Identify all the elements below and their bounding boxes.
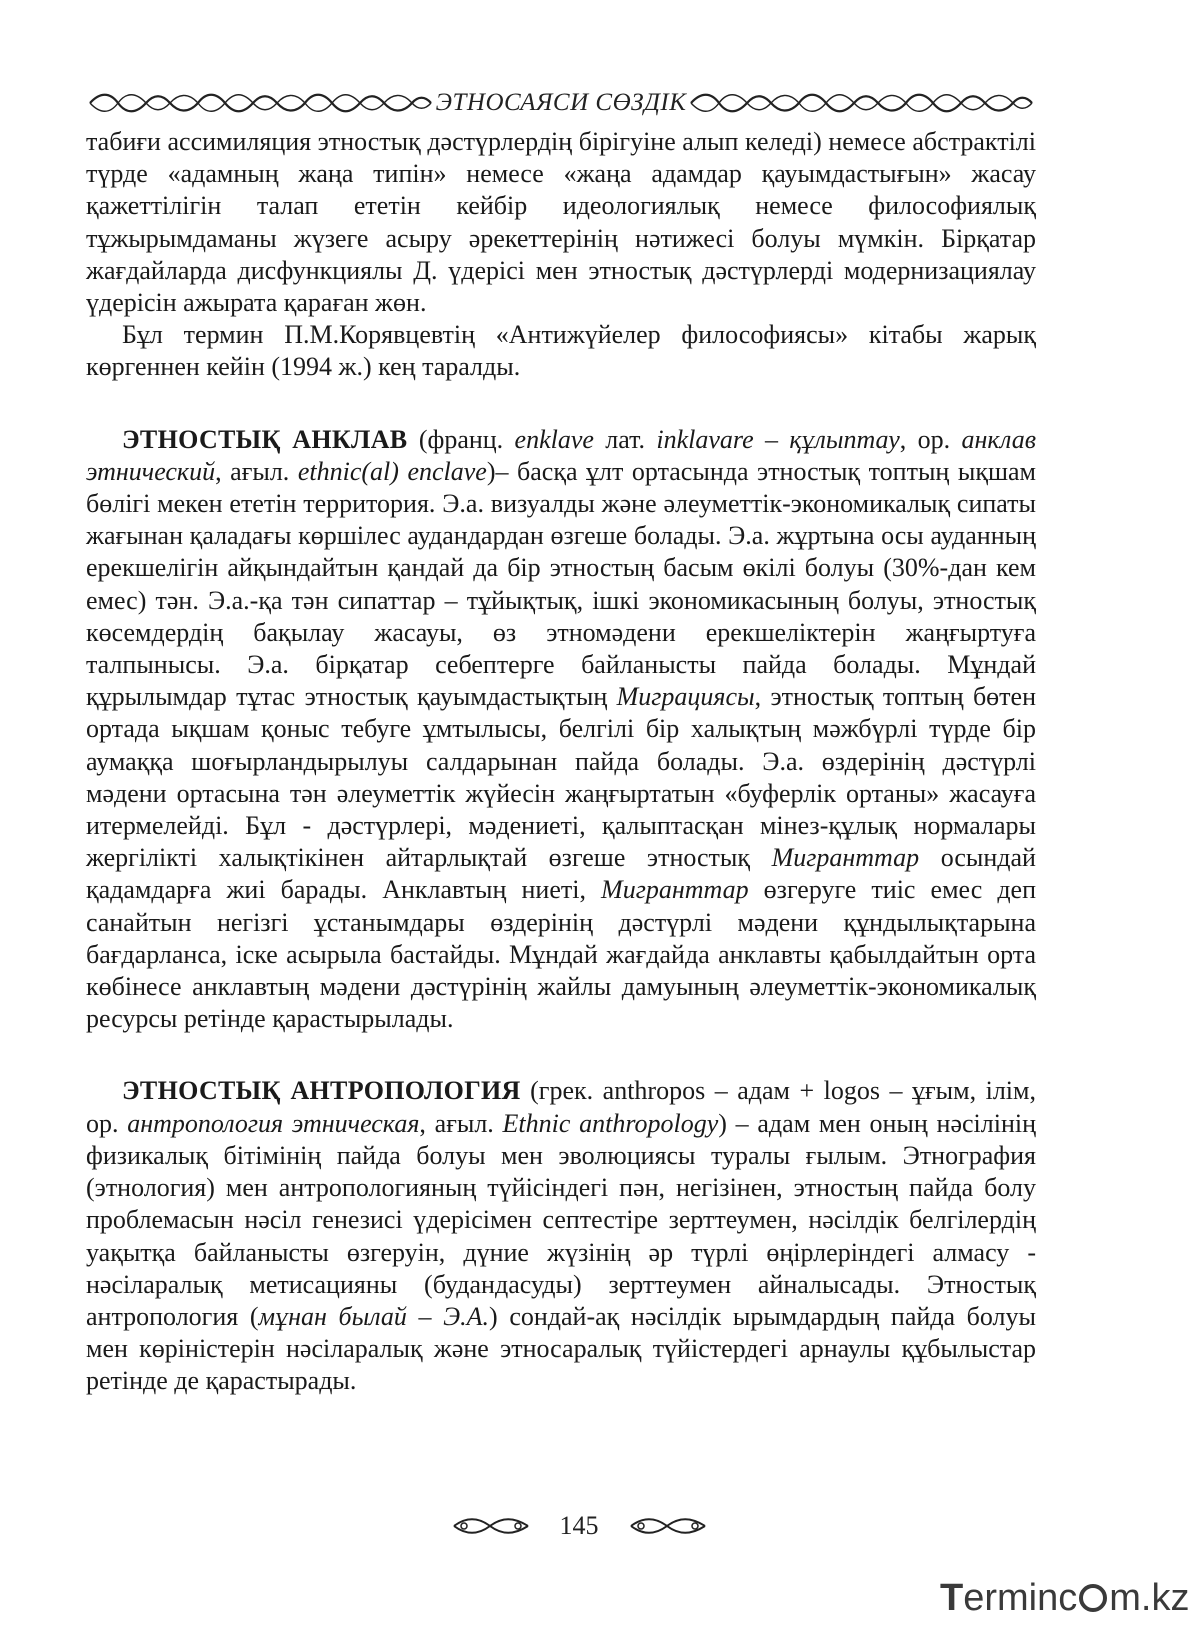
entry-separator bbox=[86, 1035, 1036, 1075]
entry-text: ) – адам мен оның нәсілінің физикалық бітімінің пайда болуы мен эволюциясы туралы ғылым. Этнография (этнология) мен антропологияның түйісіндегі пән, негізінен, этностың пайда болу проблемасын нәсіл генезисі үдерісімен септестіре зерттеумен, нәсілдік белгілердің уақытқа байланысты өзгеруін, дүние жүзінің әр түрлі өңірлеріндегі алмасу - нәсіларалық метисацияны (будандасуды) зерттеумен айналысады. Этностық антропология ( bbox=[86, 1108, 1037, 1331]
entry-italic: антропология этническая bbox=[127, 1108, 420, 1138]
entry-ethnic-anthropology bbox=[86, 1075, 1036, 1397]
entry-italic: ethnic(al) enclave bbox=[297, 456, 487, 486]
right-swirl-ornament bbox=[629, 1515, 707, 1537]
entry-italic: мұнан былай – Э.А. bbox=[258, 1301, 490, 1331]
entry-italic: Мигранттар bbox=[601, 875, 749, 905]
entry-text: , ағыл. bbox=[215, 456, 298, 486]
watermark-logo bbox=[940, 1576, 1189, 1620]
page-footer bbox=[0, 1508, 1158, 1544]
entry-text: )– басқа ұлт ортасында этностық топтың ықшам бөлігі мекен ететін территория. Э.а. визуалды және әлеуметтік-экономикалық сипаты жағынан қаладағы көршілес аудандардан өзгеше болады. Э.а. жұртына осы ауданның ерекшелігін айқындайтын қандай да бір этностың басым өкілі болуы (30%-дан кем емес) тән. Э.а.-қа тән сипаттар – тұйықтық, ішкі экономикасының болуы, этностық көсемдердің бақылау жасауы, өз этномәдени ерекшеліктерін жаңғыртуға талпынысы. Э.а. бірқатар себептерге байланысты пайда болады. Мұндай құрылымдар тұтас этностық қауымдастықтың bbox=[86, 456, 1036, 712]
entry-ethnic-enclave bbox=[86, 424, 1036, 1036]
watermark-initial: T bbox=[940, 1577, 964, 1619]
entry-text: лат. bbox=[593, 424, 657, 454]
entry-text: өзгеруге тиіс емес деп санайтын негізгі ұстанымдары өздерінің дәстүрлі мәдени құндылықтарына бағдарланса, іске асырыла бастайды. Мұндай жағдайда анклавты қабылдайтын орта көбінесе анклавтың мәдени дәстүрінің жайлы дамуының әлеуметтік-экономикалық ресурсы ретінде қарастырылады. bbox=[86, 875, 1037, 1034]
headword-ethnic-anthropology: ЭТНОСТЫҚ АНТРОПОЛОГИЯ bbox=[122, 1076, 521, 1106]
watermark-text: erminc bbox=[963, 1577, 1078, 1619]
entry-italic: inklavare – құлыптау bbox=[656, 424, 900, 454]
entry-text: (грек. anthropos – адам + logos – ұғым, ілім, ор. bbox=[86, 1076, 1036, 1138]
entry-text: , ағыл. bbox=[419, 1108, 503, 1138]
entry-italic: enklave bbox=[514, 424, 594, 454]
entry-italic: Мигранттар bbox=[771, 843, 920, 873]
running-title: ЭТНОСАЯСИ СӨЗДІК bbox=[435, 89, 687, 116]
text-column bbox=[86, 126, 1036, 1398]
page-number: 145 bbox=[559, 1511, 599, 1540]
left-swirl-ornament bbox=[452, 1515, 530, 1537]
entry-text: ) сондай-ақ нәсілдік ырымдардың пайда болуы мен көріністерін нәсіларалық және этносаралық түйістердегі арнаулы құбылыстар ретінде де қарастырады. bbox=[86, 1301, 1037, 1396]
headword-ethnic-enclave: ЭТНОСТЫҚ АНКЛАВ bbox=[122, 424, 408, 454]
entry-italic: Миграциясы bbox=[616, 682, 755, 712]
watermark-domain: m.kz bbox=[1109, 1577, 1189, 1619]
running-head bbox=[88, 88, 1034, 118]
entry-text: (франц. bbox=[407, 424, 515, 454]
paragraph-continuation: табиғи ассимиляция этностық дәстүрлердің бірігуіне алып келеді) немесе абстрактілі түрде «адамның жаңа типін» немесе «жаңа адамдар қауымдастығын» жасау қажеттілігін талап ететін кейбір идеологиялық немесе философиялық тұжырымдаманы жүзеге асыру әрекеттерінің нәтижесі болуы мүмкін. Бірқатар жағдайларда дисфункциялы Д. үдерісі мен этностық дәстүрлерді модернизациялау үдерісін ажырата қараған жөн. bbox=[86, 127, 1036, 318]
entry-text: , этностық топтың бөтен ортада ықшам қоныс тебуге ұмтылысы, белгілі бір халықтың мәжбүрлі түрде бір аумаққа шоғырландырылуы салдарынан пайда болады. Э.а. өздерінің дәстүрлі мәдени ортасына тән әлеуметтік жүйесін жаңғыртатын «буферлік ортаны» жасауға итермелейді. Бұл - дәстүрлері, мәдениеті, қалыптасқан мінез-құлық нормалары жергілікті халықтікінен айтарлықтай өзгеше этностық bbox=[86, 682, 1036, 873]
entry-separator bbox=[86, 384, 1036, 424]
entry-italic: Ethnic anthropology bbox=[502, 1108, 719, 1138]
paragraph-term-origin: Бұл термин П.М.Корявцевтің «Антижүйелер философиясы» кітабы жарық көргеннен кейін (1994 ж.) кең таралды. bbox=[86, 320, 1036, 382]
entry-text: осындай қадамдарға жиі барады. Анклавтың ниеті, bbox=[86, 843, 1036, 905]
watermark-o-circle bbox=[1079, 1584, 1107, 1612]
entry-text: , ор. bbox=[899, 424, 962, 454]
right-ornament-band bbox=[689, 92, 1034, 114]
left-ornament-band bbox=[88, 92, 433, 114]
entry-italic: анклав этнический bbox=[86, 424, 1036, 486]
